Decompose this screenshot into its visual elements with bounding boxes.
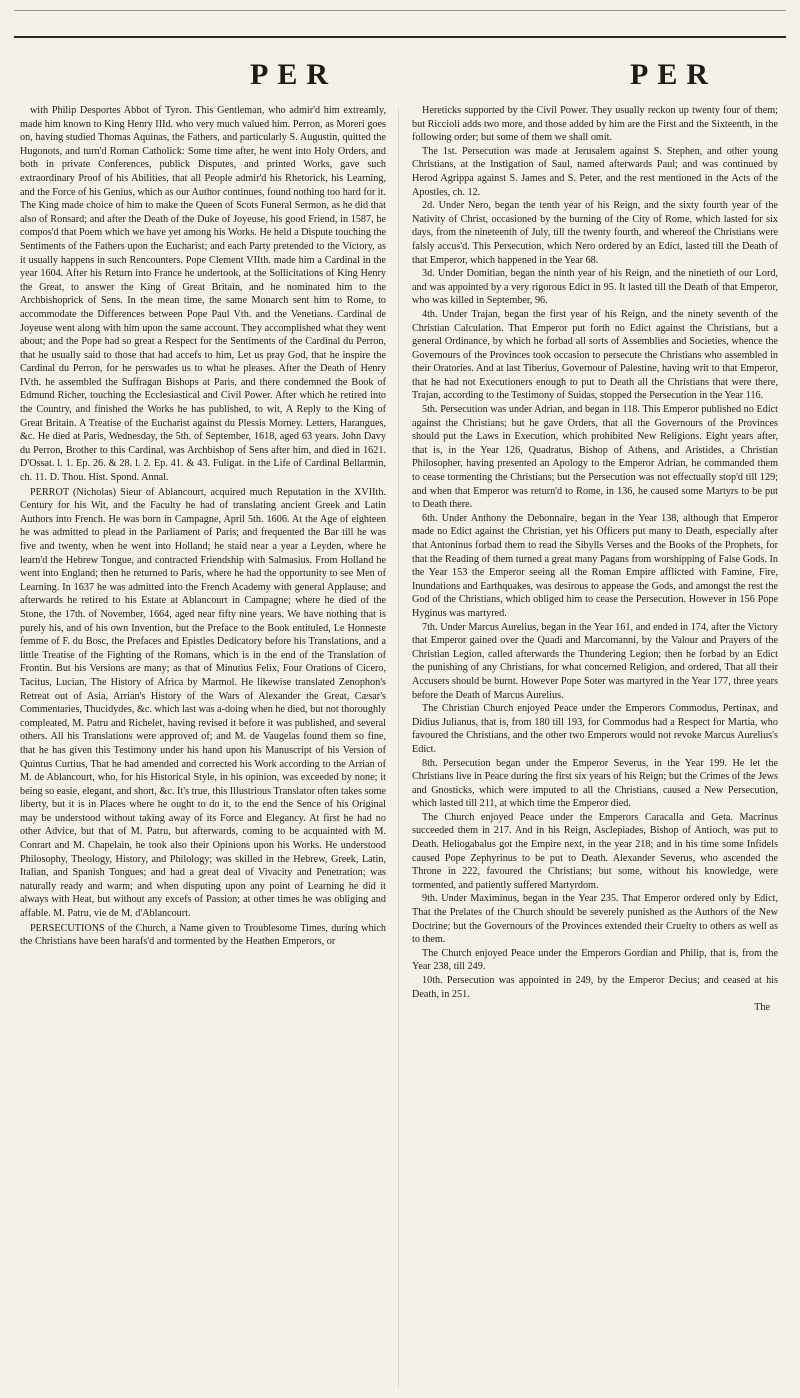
- paragraph-persecution-3: 3d. Under Domitian, began the ninth year of his Reign, and the ninetieth of our Lord, and was appointed by a very rigorous Edict in 95. It lasted till the Death of that Emperor, who was killed in September, 96.: [412, 268, 778, 307]
- catchword: The: [754, 1002, 770, 1014]
- paragraph-persecution-6: 6th. Under Anthony the Debonnaire, began in the Year 138, although that Emperor made no Edict against the Christian, yet his Officers put many to Death, especially after that Antoninus forbad them to read the Sibylls Verses and the Books of the Prophets, for that the Reading of them turned a great many Pagans from worshipping of False Gods. In the Year 153 the Emperor seeing all the Roman Empire afflicted with Famine, Fire, Inundations and Earthquakes, was desirous to appease the Gods, and amongst the rest the God of the Christians, which obliged him to cease the Persecution. However in 156 Pope Hyginus was martyred.: [412, 512, 778, 619]
- running-head-left: PER: [250, 58, 337, 91]
- paragraph-persecution-1: The 1st. Persecution was made at Jerusalem against S. Stephen, and other young Christians, at the Instigation of Saul, named afterwards Paul; and was continued by Herod Agrippa against S. James and S. Peter, and the rest mentioned in the Acts of the Apostles, ch. 12.: [412, 145, 778, 198]
- right-text-column: [412, 104, 778, 1390]
- paragraph-persecution-4: 4th. Under Trajan, began the first year of his Reign, and the ninety seventh of the Christian Calculation. That Emperor put forth no Edict against the Christians, but a general Ordinance, by which he forbad all sorts of Assemblies and Societies, whence the Governours of the Provinces took occasion to persecute the Christians who assembled in their Oratories. And at last Tiberius, Governour of Palestine, having writ to that Emperor, that he had not Executioners enough to put to Death all the Christians that were there, Trajan, according to the Testimony of Suidas, stopped the Persecution in the Year 116.: [412, 308, 778, 402]
- running-head-right: PER: [630, 58, 717, 91]
- paragraph-peace-caracalla: The Church enjoyed Peace under the Emperors Caracalla and Geta. Macrinus succeeded them in 217. And in his Reign, Asclepiades, Bishop of Antioch, was put to Death. Heliogabalus got the Empire next, in the year 218; and in his time some Infidels caused Pope Zephyrinus to be put to Death. Alexander Severus, who ascended the Throne in 222, favoured the Christians; but some, without his knowledge, were tormented, and patiently suffered Martyrdom.: [412, 811, 778, 891]
- paragraph-persecution-2: 2d. Under Nero, began the tenth year of his Reign, and the sixty fourth year of the Nativity of Christ, occasioned by the burning of the City of Rome, which lasted for six days, from the nineteenth of July, till the twenty fourth, and whereof the Christians were falsly accus'd. This Persecution, which Nero ordered by an Edict, lasted till the Death of that Emperor, which happened in the Year 68.: [412, 200, 778, 266]
- paragraph-persecution-8: 8th. Persecution began under the Emperor Severus, in the Year 199. He let the Christians live in Peace during the first six years of his Reign; but the Crimes of the Jews and Gnosticks, which were imputed to all the Christians, caused a New Persecution, which lasted till 211, at which time the Emperor died.: [412, 757, 778, 810]
- entry-persecutions: PERSECUTIONS of the Church, a Name given to Troublesome Times, during which the Christians have been harafs'd and tormented by the Heathen Emperors, or: [20, 922, 386, 948]
- column-gutter: [398, 108, 399, 1388]
- paragraph-perron-continued: with Philip Desportes Abbot of Tyron. This Gentleman, who admir'd him extreamly, made him known to King Henry IIId. who very much valued him. Perron, as Moreri goes on, having studied Thomas Aquinas, the Fathers, and particularly S. Augustin, quitted the Hugonots, and turn'd Roman Catholick: Some time after, he went into Holy Orders, and both in private Conferences, publick Disputes, and printed Works, gave such extraordinary Proof of his Abilities, that all People admir'd his Rhetorick, his Learning, and the Force of his Genius, which as our Author continues, found nothing too hard for it. The King made choice of him to make the Queen of Scots Funeral Sermon, as he did that also of Ronsard; and after the Death of the Duke of Joyeuse, his good Friend, in 1587, he compos'd that Poem which we have yet among his Works. He held a Dispute touching the Sentiments of the Fathers upon the Eucharist; and each Party pretended to the Victory, as it usually happens in such Rencounters. Pope Clement VIIth. made him a Cardinal in the year 1604. After his Return into France he undertook, at the Sollicitations of King Henry the Great, to answer the King of Great Britain, and he nominated him to the Archbishoprick of Sens. In the mean time, the same Monarch sent him to Rome, to accommodate the Differences between Pope Paul Vth. and the Venetians. Cardinal de Joyeuse went along with him upon the same account. They accomplished what they went about; and the Pope had so great a Respect for the Sentiments of the Cardinal du Perron, that he usually said to those that had accefs to him, Let us pray God, that he inspire the Cardinal du Perron, for he perswades us to what he pleases. After the Death of Henry IVth. he assembled the Suffragan Bishops at Paris, and there condemned the Book of Edmund Richer, touching the Ecclesiastical and Civil Power. After which he retired into the Country, and finished the Works he has published, to wit, A Reply to the King of Great Britain. A Treatise of the Eucharist against du Plessis Morney. Letters, Harangues, &c. He died at Paris, Wednesday, the 5th. of September, 1618, aged 63 years. John Davy du Perron, Brother to this Cardinal, was Archbishop of Sens after him, and died in 1621. D'Ossat. l. 1. Ep. 26. & 28. l. 2. Ep. 41. & 43. Fuligat. in the Life of Cardinal Bellarmin, ch. 11. D. Thou. Hist. Spond. Annal.: [20, 105, 386, 484]
- paragraph-persecution-9: 9th. Under Maximinus, began in the Year 235. That Emperor ordered only by Edict, That the Prelates of the Church should be severely punished as the Authors of the New Doctrine; but the Governours of the Provinces extended their Cruelty to others as well as to them.: [412, 893, 778, 946]
- entry-perrot: PERROT (Nicholas) Sieur of Ablancourt, acquired much Reputation in the XVIIth. Century for his Wit, and the Faculty he had of translating ancient Greek and Latin Authors into French. He was born in Campagne, April 5th. 1606. At the Age of eighteen he was admitted to plead in the Parliament of Paris; and frequented the Bar till he was five and twenty, when he went into Holland; he staid near a year a Leyden, where he learn'd the Hebrew Tongue, and contracted Friendship with Salmasius. From Holland he went into England; then he returned to Paris, where he had the opportunity to see Men of Learning. In 1637 he was admitted into the French Academy with general Applause; and afterwards he retired to his Estate at Ablancourt in Campagne; where he died of the Stone, the 17th. of November, 1664, aged near fifty nine years. We have nothing that is purely his, and of his own Invention, but the Preface to the Book entituled, Le Honneste femme of F. du Bosc, the Prefaces and Epistles Dedicatory before his Translations, and a little Treatise of the Fighting of the Romans, which is in the end of the Translation of Frontin. But his Versions are many; as that of Minutius Felix, Four Orations of Cicero, Tacitus, Lucian, The History of Africa by Marmol. He likewise translated Zenophon's Retreat out of Asia, Arrian's History of the Wars of Alexander the Great, Cæsar's Commentaries, Thucidydes, &c. which last was a-doing when he died, but not thoroughly compleated, M. Patru and Richelet, having revised it before it was published, and several others. All his Translations were approved of; and M. de Vaugelas found them so fine, that he has given this Testimony under his hand upon his Manuscript of his Version of Quintus Curtius, That he had amended and corrected his Work according to the Arrian of M. de Ablancourt, who, for his Historical Style, in his opinion, was exceeded by none; it being so easie, elegant, and short, &c. It's true, this Illustrious Translator often takes some liberty, but it is in Places where he ought to do it, to the end the Sence of his Original may be understood without taking away of its Force and Elegancy. At first he had no other Advice, but that of M. Patru, but afterwards, coming to be acquainted with M. Conrart and M. Chapelain, he took also their Opinions upon his Works. He understood Philosophy, Theology, History, and Philology; was skilled in the Hebrew, Greek, Latin, Italian, and Spanish Tongues; and had a great deal of Vivacity and Penetration; was naturally ready and warm; and when disputing upon any point of Learning he did it always with Heat, but without any excefs of Passion; at other times he was obliging and affable. M. Patru, vie de M. d'Ablancourt.: [20, 486, 386, 920]
- running-header: [0, 58, 800, 98]
- paragraph-peace-gordian: The Church enjoyed Peace under the Emperors Gordian and Philip, that is, from the Year 238, till 249.: [412, 947, 778, 973]
- paragraph-intro: Hereticks supported by the Civil Power. They usually reckon up twenty four of them; but Riccioli adds two more, and those added by him are the First and the Sixteenth, in the following order; but some of them we shall omit.: [412, 105, 778, 144]
- header-rule: [14, 36, 786, 38]
- top-edge-line: [14, 10, 786, 11]
- paragraph-persecution-5: 5th. Persecution was under Adrian, and began in 118. This Emperor published no Edict against the Christians; but he gave Orders, that all the Governours of the Provinces should put the Laws in Execution, which prohibited New Religions. Eight years after, that is, in the Year 126, Quadratus, Bishop of Athens, and Aristides, a Christian Philosopher, having presented an Apology to the Emperor Adrian, he commanded them to cease tormenting the Christians; but the Persecution was not effectually stop'd till 129; and when that Emperor was return'd to Rome, in 136, he caused some Martyrs to be put to Death there.: [412, 404, 778, 511]
- paragraph-persecution-7: 7th. Under Marcus Aurelius, began in the Year 161, and ended in 174, after the Victory that Emperor gained over the Quadi and Marcomanni, by the Valour and Prayers of the Christian Legion, called afterwards the Thundering Legion; then he forbad by an Edict the punishing of any Christians, for what concerned Religion, and ordered, That all their Accusers should be burnt. However Pope Soter was martyred in the Year 177, three years before the Death of Marcus Aurelius.: [412, 621, 778, 701]
- left-text-column: [20, 104, 386, 1390]
- paragraph-peace-commodus: The Christian Church enjoyed Peace under the Emperors Commodus, Pertinax, and Didius Julianus, that is, from 180 till 193, for Commodus had a Respect for Martia, who favoured the Christians, and the other two Emperors would not revoke Marcus Aurelius's Edict.: [412, 703, 778, 755]
- paragraph-persecution-10: 10th. Persecution was appointed in 249, by the Emperor Decius; and ceased at his Death, in 251.: [412, 975, 778, 1000]
